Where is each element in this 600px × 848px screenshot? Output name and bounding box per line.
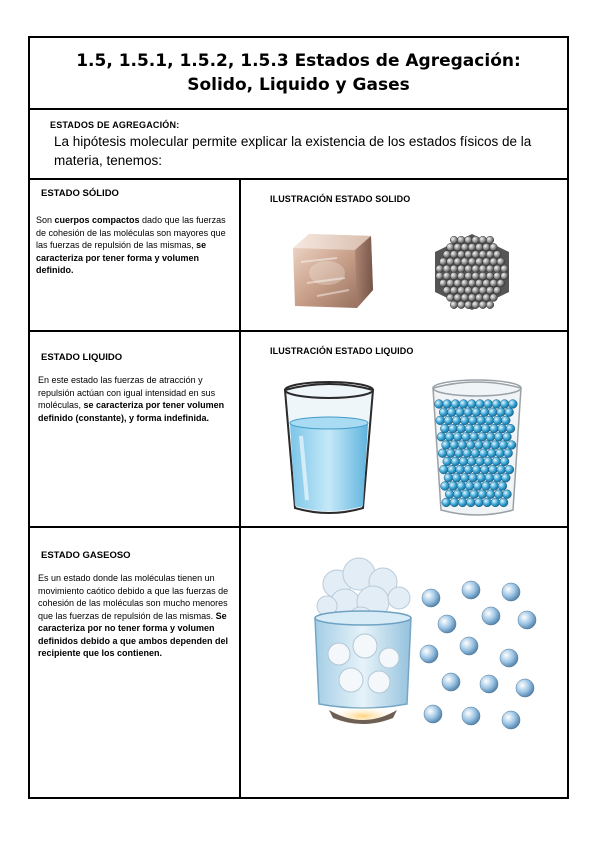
sphere — [490, 258, 498, 266]
document-frame — [28, 36, 569, 799]
sphere — [493, 473, 502, 482]
sphere — [500, 400, 509, 409]
sphere — [498, 482, 507, 491]
sphere — [462, 432, 471, 441]
sphere — [460, 473, 469, 482]
liquid-illustration-title: ILUSTRACIÓN ESTADO LIQUIDO — [270, 346, 414, 356]
gas-bold-1: Se caracteriza por no tener forma y volumen definidos debido a que ambos dependen del recipiente que los contienen. — [38, 610, 229, 658]
sphere — [465, 251, 473, 259]
sphere — [451, 457, 460, 466]
sphere — [488, 408, 497, 417]
sphere — [475, 243, 483, 251]
sphere — [499, 498, 508, 507]
sphere — [461, 279, 469, 287]
solid-row — [30, 180, 567, 332]
sphere — [443, 400, 452, 409]
glass-of-water-image — [281, 376, 377, 518]
sphere — [438, 449, 447, 458]
sphere — [472, 465, 481, 474]
sphere — [505, 408, 514, 417]
sphere — [498, 424, 507, 433]
sphere — [503, 432, 512, 441]
sphere — [486, 236, 494, 244]
sphere — [480, 465, 489, 474]
sphere — [445, 432, 454, 441]
sphere — [443, 457, 452, 466]
sphere — [424, 705, 442, 723]
sphere — [476, 457, 485, 466]
sphere — [442, 441, 451, 450]
sphere — [484, 457, 493, 466]
sphere — [450, 287, 458, 295]
sphere — [420, 645, 438, 663]
liquid-molecules-in-beaker-image — [429, 374, 525, 520]
sphere — [483, 279, 491, 287]
sphere — [447, 279, 455, 287]
sphere — [472, 408, 481, 417]
page-title-line-1: 1.5, 1.5.1, 1.5.2, 1.5.3 Estados de Agregación: — [76, 51, 521, 71]
sphere — [476, 400, 485, 409]
sphere — [461, 258, 469, 266]
sphere — [462, 707, 480, 725]
sphere — [444, 473, 453, 482]
sphere — [456, 408, 465, 417]
sphere — [472, 236, 480, 244]
sphere — [505, 465, 514, 474]
sphere — [480, 675, 498, 693]
sphere — [516, 679, 534, 697]
sphere — [501, 473, 510, 482]
sphere — [465, 265, 473, 273]
sphere — [473, 482, 482, 491]
sphere — [479, 272, 487, 280]
sphere — [483, 258, 491, 266]
sphere — [439, 258, 447, 266]
sphere — [518, 611, 536, 629]
sphere — [482, 607, 500, 625]
sphere — [479, 265, 487, 273]
sphere — [461, 294, 469, 302]
sphere — [479, 251, 487, 259]
sphere — [462, 490, 471, 499]
sphere — [457, 272, 465, 280]
liquid-bold-1: se caracteriza por tener volumen definido (constante), y forma indefinida. — [38, 400, 225, 423]
liquid-row — [30, 332, 567, 528]
sphere — [480, 408, 489, 417]
gas-description-cell — [30, 528, 241, 797]
sphere — [465, 424, 474, 433]
solid-text-1: Son — [36, 215, 55, 225]
sphere — [499, 441, 508, 450]
intro-text: La hipótesis molecular permite explicar la existencia de los estados físicos de la materia, tenemos: — [54, 134, 532, 168]
sphere — [449, 424, 458, 433]
sphere — [448, 465, 457, 474]
sphere — [452, 473, 461, 482]
sphere — [491, 498, 500, 507]
sphere — [486, 272, 494, 280]
gas-beaker-steam-image — [303, 554, 423, 734]
intro-heading: ESTADOS DE AGREGACIÓN: — [50, 120, 180, 130]
sphere — [450, 236, 458, 244]
sphere — [487, 449, 496, 458]
sphere — [450, 498, 459, 507]
sphere — [497, 408, 506, 417]
sphere — [436, 265, 444, 273]
sphere — [491, 441, 500, 450]
sphere — [501, 265, 509, 273]
gas-illustration-cell — [241, 528, 567, 797]
sphere — [496, 449, 505, 458]
sphere — [475, 258, 483, 266]
sphere — [443, 287, 451, 295]
sphere — [483, 243, 491, 251]
liquid-heading: ESTADO LIQUIDO — [41, 352, 123, 363]
sphere — [490, 279, 498, 287]
sphere — [481, 424, 490, 433]
sphere — [493, 272, 501, 280]
sphere — [470, 432, 479, 441]
sphere — [438, 615, 456, 633]
sphere — [472, 251, 480, 259]
sphere — [497, 279, 505, 287]
sphere — [486, 251, 494, 259]
sphere — [457, 482, 466, 491]
sphere — [486, 490, 495, 499]
sphere — [472, 301, 480, 309]
sphere — [508, 400, 517, 409]
sphere — [463, 449, 472, 458]
sphere — [465, 272, 473, 280]
sphere — [489, 465, 498, 474]
sphere — [479, 236, 487, 244]
sphere — [475, 279, 483, 287]
sphere — [435, 400, 444, 409]
sphere — [458, 498, 467, 507]
sphere — [486, 301, 494, 309]
sphere — [465, 482, 474, 491]
solid-description — [36, 214, 232, 277]
sphere — [497, 258, 505, 266]
solid-molecule-lattice-image — [431, 232, 513, 312]
ice-cube-image — [287, 228, 377, 312]
sphere — [466, 498, 475, 507]
sphere — [461, 243, 469, 251]
sphere — [466, 441, 475, 450]
sphere — [465, 301, 473, 309]
sphere — [453, 432, 462, 441]
sphere — [494, 432, 503, 441]
sphere — [475, 294, 483, 302]
sphere — [490, 294, 498, 302]
sphere — [447, 258, 455, 266]
sphere — [468, 258, 476, 266]
sphere — [493, 287, 501, 295]
sphere — [447, 408, 456, 417]
sphere — [506, 424, 515, 433]
sphere — [490, 482, 499, 491]
sphere — [471, 449, 480, 458]
sphere — [477, 416, 486, 425]
sphere — [462, 581, 480, 599]
sphere — [502, 711, 520, 729]
sphere — [450, 301, 458, 309]
sphere — [486, 287, 494, 295]
sphere — [464, 465, 473, 474]
sphere — [422, 589, 440, 607]
sphere — [479, 449, 488, 458]
liquid-illustration-cell — [241, 332, 567, 526]
sphere — [447, 294, 455, 302]
page-title — [30, 38, 567, 110]
solid-illustration-cell — [241, 180, 567, 330]
sphere — [479, 301, 487, 309]
sphere — [492, 457, 501, 466]
sphere — [457, 287, 465, 295]
sphere — [469, 473, 478, 482]
sphere — [507, 441, 516, 450]
solid-illustration-title: ILUSTRACIÓN ESTADO SOLIDO — [270, 194, 411, 204]
sphere — [436, 272, 444, 280]
sphere — [469, 416, 478, 425]
sphere — [444, 416, 453, 425]
solid-heading: ESTADO SÓLIDO — [41, 188, 119, 199]
sphere — [482, 482, 491, 491]
sphere — [450, 251, 458, 259]
sphere — [449, 482, 458, 491]
sphere — [457, 424, 466, 433]
sphere — [439, 408, 448, 417]
sphere — [472, 265, 480, 273]
sphere — [442, 673, 460, 691]
sphere — [459, 457, 468, 466]
sphere — [478, 490, 487, 499]
solid-description-cell — [30, 180, 241, 330]
sphere — [490, 243, 498, 251]
sphere — [460, 637, 478, 655]
sphere — [468, 294, 476, 302]
sphere — [501, 416, 510, 425]
sphere — [443, 272, 451, 280]
sphere — [500, 649, 518, 667]
sphere — [447, 243, 455, 251]
sphere — [504, 449, 513, 458]
sphere — [455, 449, 464, 458]
sphere — [452, 416, 461, 425]
sphere — [457, 265, 465, 273]
sphere — [484, 400, 493, 409]
sphere — [467, 400, 476, 409]
sphere — [483, 294, 491, 302]
sphere — [443, 265, 451, 273]
liquid-description-cell — [30, 332, 241, 526]
sphere — [497, 465, 506, 474]
gas-row — [30, 528, 567, 797]
sphere — [494, 490, 503, 499]
sphere — [454, 258, 462, 266]
gas-heading: ESTADO GASEOSO — [41, 550, 131, 561]
sphere — [442, 498, 451, 507]
sphere — [486, 265, 494, 273]
sphere — [465, 287, 473, 295]
intro-section — [30, 110, 567, 180]
sphere — [500, 457, 509, 466]
sphere — [440, 424, 449, 433]
sphere — [486, 432, 495, 441]
sphere — [468, 243, 476, 251]
sphere — [445, 490, 454, 499]
sphere — [485, 473, 494, 482]
sphere — [450, 265, 458, 273]
sphere — [441, 482, 450, 491]
sphere — [479, 287, 487, 295]
sphere — [475, 498, 484, 507]
gas-text-1: Es un estado donde las moléculas tienen un movimiento caótico debido a que las fuerzas de cohesión de las moléculas son mucho menores que las fuerzas de repulsión de las mismas. — [38, 573, 229, 621]
sphere — [502, 583, 520, 601]
liquid-text-1: En este estado las fuerzas de atracción y repulsión actúan con igual intensidad en sus moléculas, — [38, 375, 216, 410]
sphere — [492, 400, 501, 409]
sphere — [477, 473, 486, 482]
sphere — [458, 441, 467, 450]
sphere — [470, 490, 479, 499]
sphere — [501, 272, 509, 280]
sphere — [472, 287, 480, 295]
sphere — [467, 457, 476, 466]
sphere — [457, 251, 465, 259]
sphere — [439, 279, 447, 287]
sphere — [460, 416, 469, 425]
sphere — [485, 416, 494, 425]
liquid-description — [38, 374, 234, 424]
sphere — [493, 416, 502, 425]
sphere — [472, 272, 480, 280]
sphere — [456, 465, 465, 474]
sphere — [490, 424, 499, 433]
sphere — [473, 424, 482, 433]
sphere — [478, 432, 487, 441]
sphere — [446, 449, 455, 458]
gas-spheres — [420, 581, 536, 729]
gas-description — [38, 572, 236, 660]
sphere — [503, 490, 512, 499]
sphere — [437, 432, 446, 441]
solid-bold-2: se caracteriza por tener forma y volumen definido. — [36, 240, 207, 275]
page-title-line-2: Solido, Liquido y Gases — [187, 75, 410, 95]
solid-text-2: dado que las fuerzas de cohesión de las moléculas son mayores que las fuerzas de repulsión de las mismas, — [36, 215, 226, 250]
sphere — [450, 272, 458, 280]
sphere — [439, 465, 448, 474]
gas-molecules-image — [419, 584, 539, 734]
sphere — [493, 251, 501, 259]
sphere — [453, 490, 462, 499]
sphere — [454, 279, 462, 287]
sphere — [468, 279, 476, 287]
sphere — [457, 236, 465, 244]
sphere — [464, 408, 473, 417]
sphere — [436, 416, 445, 425]
sphere — [465, 236, 473, 244]
sphere — [457, 301, 465, 309]
sphere — [454, 294, 462, 302]
sphere — [454, 243, 462, 251]
sphere — [443, 251, 451, 259]
sphere — [459, 400, 468, 409]
solid-bold-1: cuerpos compactos — [54, 215, 140, 225]
sphere — [450, 441, 459, 450]
sphere — [474, 441, 483, 450]
sphere — [451, 400, 460, 409]
sphere — [483, 441, 492, 450]
sphere — [483, 498, 492, 507]
sphere — [493, 265, 501, 273]
